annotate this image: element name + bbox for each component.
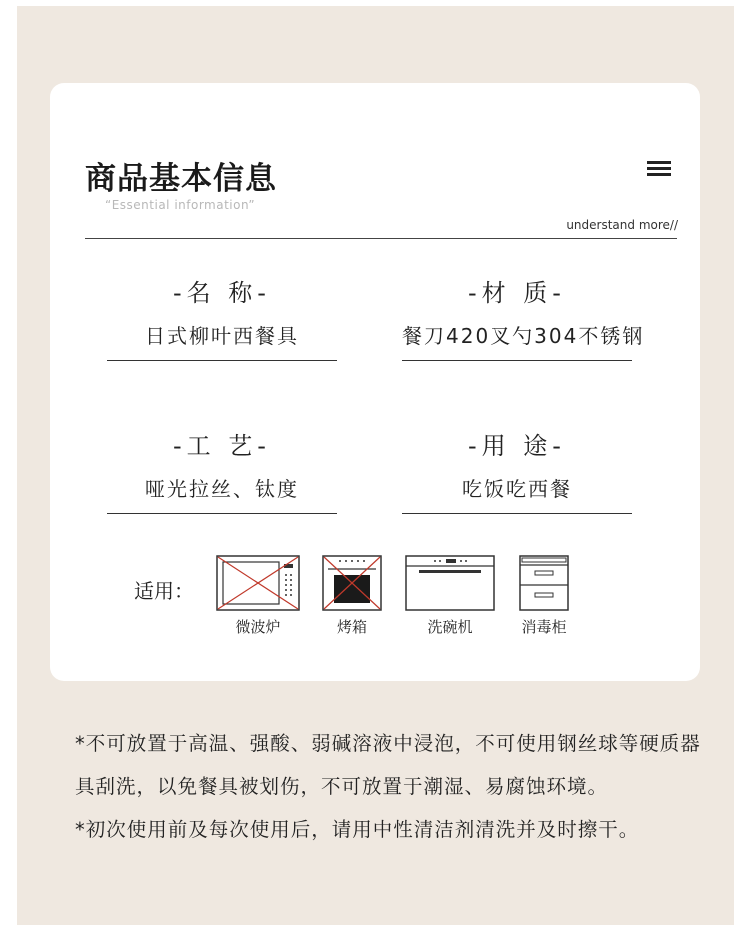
- info-card: [50, 83, 700, 681]
- info-value: 哑光拉丝、钛度: [145, 477, 299, 501]
- info-craft: [107, 426, 337, 502]
- info-divider: [107, 513, 337, 514]
- info-label: -材 质-: [468, 279, 566, 307]
- menu-icon[interactable]: [647, 161, 671, 175]
- page-title: 商品基本信息: [85, 161, 277, 197]
- sterilizer-cabinet-icon: [516, 555, 572, 611]
- care-note: *不可放置于高温、强酸、弱碱溶液中浸泡，不可使用钢丝球等硬质器具刮洗，以免餐具被划伤，不可放置于潮湿、易腐蚀环境。: [75, 732, 701, 798]
- info-label: -名 称-: [173, 279, 271, 307]
- applicable-label: 适用：: [134, 579, 194, 603]
- appliance-caption: 烤箱: [336, 618, 367, 636]
- info-divider: [107, 360, 337, 361]
- info-label: -用 途-: [468, 432, 566, 460]
- appliance-caption: 微波炉: [235, 618, 281, 636]
- info-value: 吃饭吃西餐: [462, 477, 572, 501]
- info-divider: [402, 360, 632, 361]
- info-name: [107, 273, 337, 349]
- page-subtitle: “Essential information”: [105, 198, 256, 212]
- header-divider: [85, 238, 677, 239]
- appliance-caption: 消毒柜: [521, 618, 567, 636]
- appliance-microwave: [216, 555, 300, 637]
- info-usage: [402, 426, 632, 502]
- microwave-icon: [216, 555, 300, 611]
- care-note: *初次使用前及每次使用后，请用中性清洁剂清洗并及时擦干。: [75, 818, 640, 841]
- dishwasher-icon: [405, 555, 495, 611]
- care-notes: [75, 722, 715, 851]
- info-label: -工 艺-: [173, 432, 271, 460]
- appliance-sterilizer: [516, 555, 572, 637]
- understand-more-link[interactable]: understand more//: [566, 218, 678, 232]
- info-value: 餐刀420叉勺304不锈钢: [402, 324, 645, 348]
- info-material: [402, 273, 645, 349]
- info-value: 日式柳叶西餐具: [145, 324, 299, 348]
- appliance-caption: 洗碗机: [427, 618, 473, 636]
- oven-icon: [322, 555, 382, 611]
- appliance-dishwasher: [405, 555, 495, 637]
- info-divider: [402, 513, 632, 514]
- appliance-oven: [322, 555, 382, 637]
